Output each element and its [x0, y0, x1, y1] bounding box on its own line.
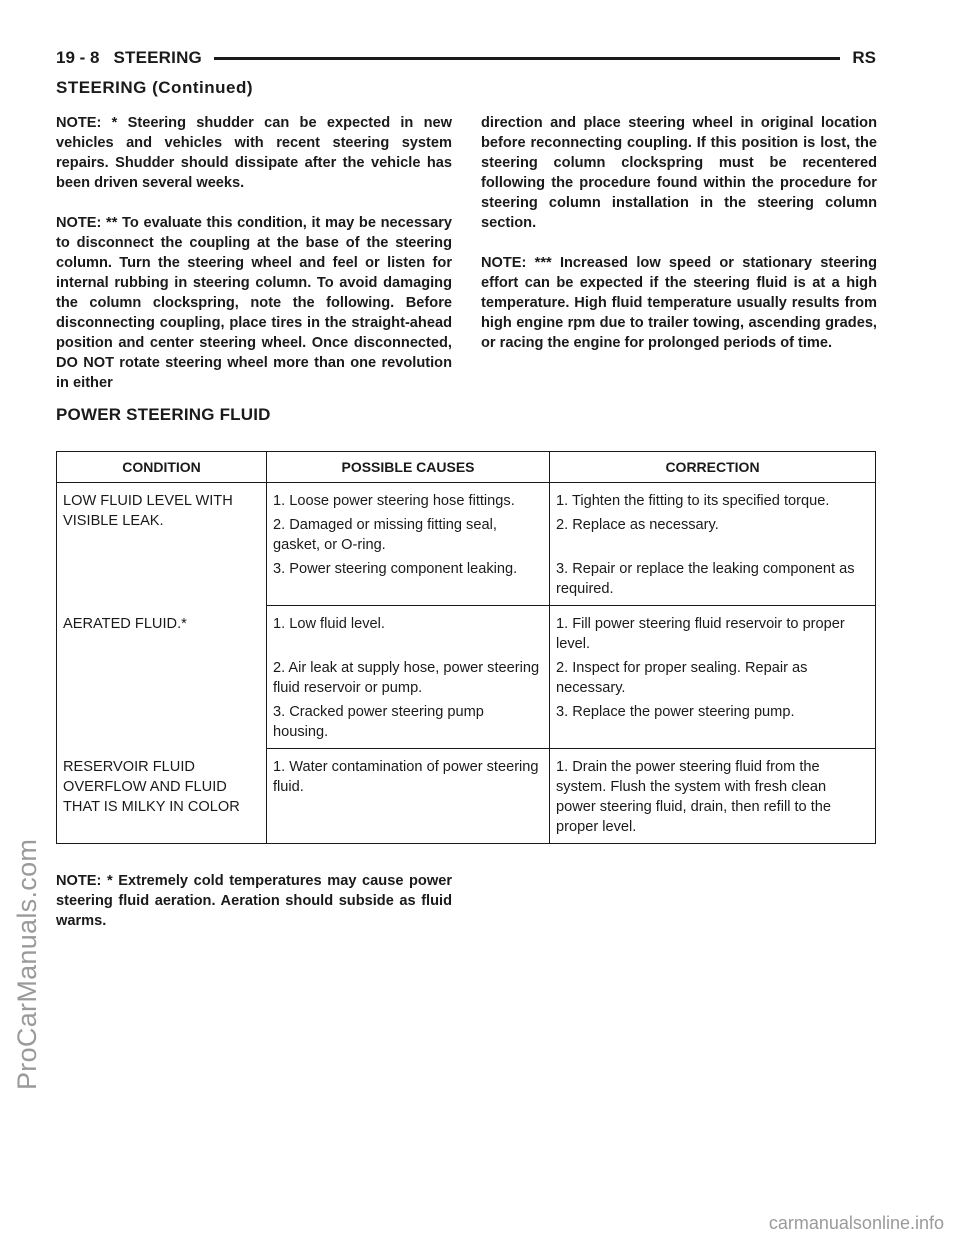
table-footnote: NOTE: * Extremely cold temperatures may cause power steering fluid aeration. Aeration should subside as fluid warms.	[56, 873, 452, 929]
cause-cell: 2. Air leak at supply hose, power steering fluid reservoir or pump.	[267, 658, 550, 702]
correction-cell: 3. Repair or replace the leaking component as required.	[550, 559, 876, 606]
model-code: RS	[852, 48, 876, 67]
correction-cell: 1. Tighten the fitting to its specified torque.	[550, 483, 876, 516]
header-possible-causes: POSSIBLE CAUSES	[267, 452, 550, 483]
table-header-row	[57, 452, 876, 483]
note-shudder: NOTE: * Steering shudder can be expected in new vehicles and vehicles with recent steering system repairs. Shudder should dissipate after the vehicle has been driven several weeks.	[56, 115, 452, 191]
header-condition: CONDITION	[57, 452, 267, 483]
correction-cell: 2. Inspect for proper sealing. Repair as necessary.	[550, 658, 876, 702]
table-row	[57, 749, 876, 844]
cause-cell: 2. Damaged or missing fitting seal, gasket, or O-ring.	[267, 515, 550, 559]
correction-cell: 3. Replace the power steering pump.	[550, 702, 876, 749]
note-coupling: NOTE: ** To evaluate this condition, it may be necessary to disconnect the coupling at the base of the steering column. Turn the steering wheel and feel or listen for internal rubbing in steering column. To avoid damaging the column clockspring, note the following. Before disconnecting coupling, place tires in the straight-ahead position and center steering wheel. Once disconnected, DO NOT rotate steering wheel more than one revolution in either	[56, 215, 452, 391]
cause-cell: 1. Water contamination of power steering fluid.	[267, 749, 550, 844]
cause-cell: 3. Cracked power steering pump housing.	[267, 702, 550, 749]
bottom-watermark: carmanualsonline.info	[768, 1213, 944, 1233]
condition-cell: RESERVOIR FLUID OVERFLOW AND FLUID THAT IS MILKY IN COLOR	[57, 749, 267, 844]
cause-cell: 1. Loose power steering hose fittings.	[267, 483, 550, 516]
correction-cell: 2. Replace as necessary.	[550, 515, 876, 559]
continued-title: STEERING (Continued)	[56, 78, 253, 97]
page-number: 19 - 8	[56, 48, 100, 67]
notes-right-column	[481, 113, 877, 373]
diagnosis-table	[56, 451, 876, 844]
section-title: POWER STEERING FLUID	[56, 405, 271, 424]
table-row	[57, 483, 876, 516]
header-rule	[214, 57, 840, 60]
table-row	[57, 606, 876, 659]
page-header	[56, 44, 876, 72]
cause-cell: 3. Power steering component leaking.	[267, 559, 550, 606]
condition-cell: LOW FLUID LEVEL WITH VISIBLE LEAK.	[57, 483, 267, 606]
notes-left-column	[56, 113, 452, 413]
note-coupling-continued: direction and place steering wheel in original location before reconnecting coupling. If this position is lost, the steering column clockspring must be recentered following the procedure found within the procedure for steering column installation in the steering column section.	[481, 115, 877, 231]
section-name: STEERING	[113, 48, 202, 67]
header-correction: CORRECTION	[550, 452, 876, 483]
condition-cell: AERATED FLUID.*	[57, 606, 267, 749]
correction-cell: 1. Drain the power steering fluid from the system. Flush the system with fresh clean power steering fluid, drain, then refill to the proper level.	[550, 749, 876, 844]
note-steering-effort: NOTE: *** Increased low speed or stationary steering effort can be expected if the steering fluid is at a high temperature. High fluid temperature usually results from high engine rpm due to trailer towing, ascending grades, or racing the engine for prolonged periods of time.	[481, 255, 877, 351]
cause-cell: 1. Low fluid level.	[267, 606, 550, 659]
correction-cell: 1. Fill power steering fluid reservoir to proper level.	[550, 606, 876, 659]
